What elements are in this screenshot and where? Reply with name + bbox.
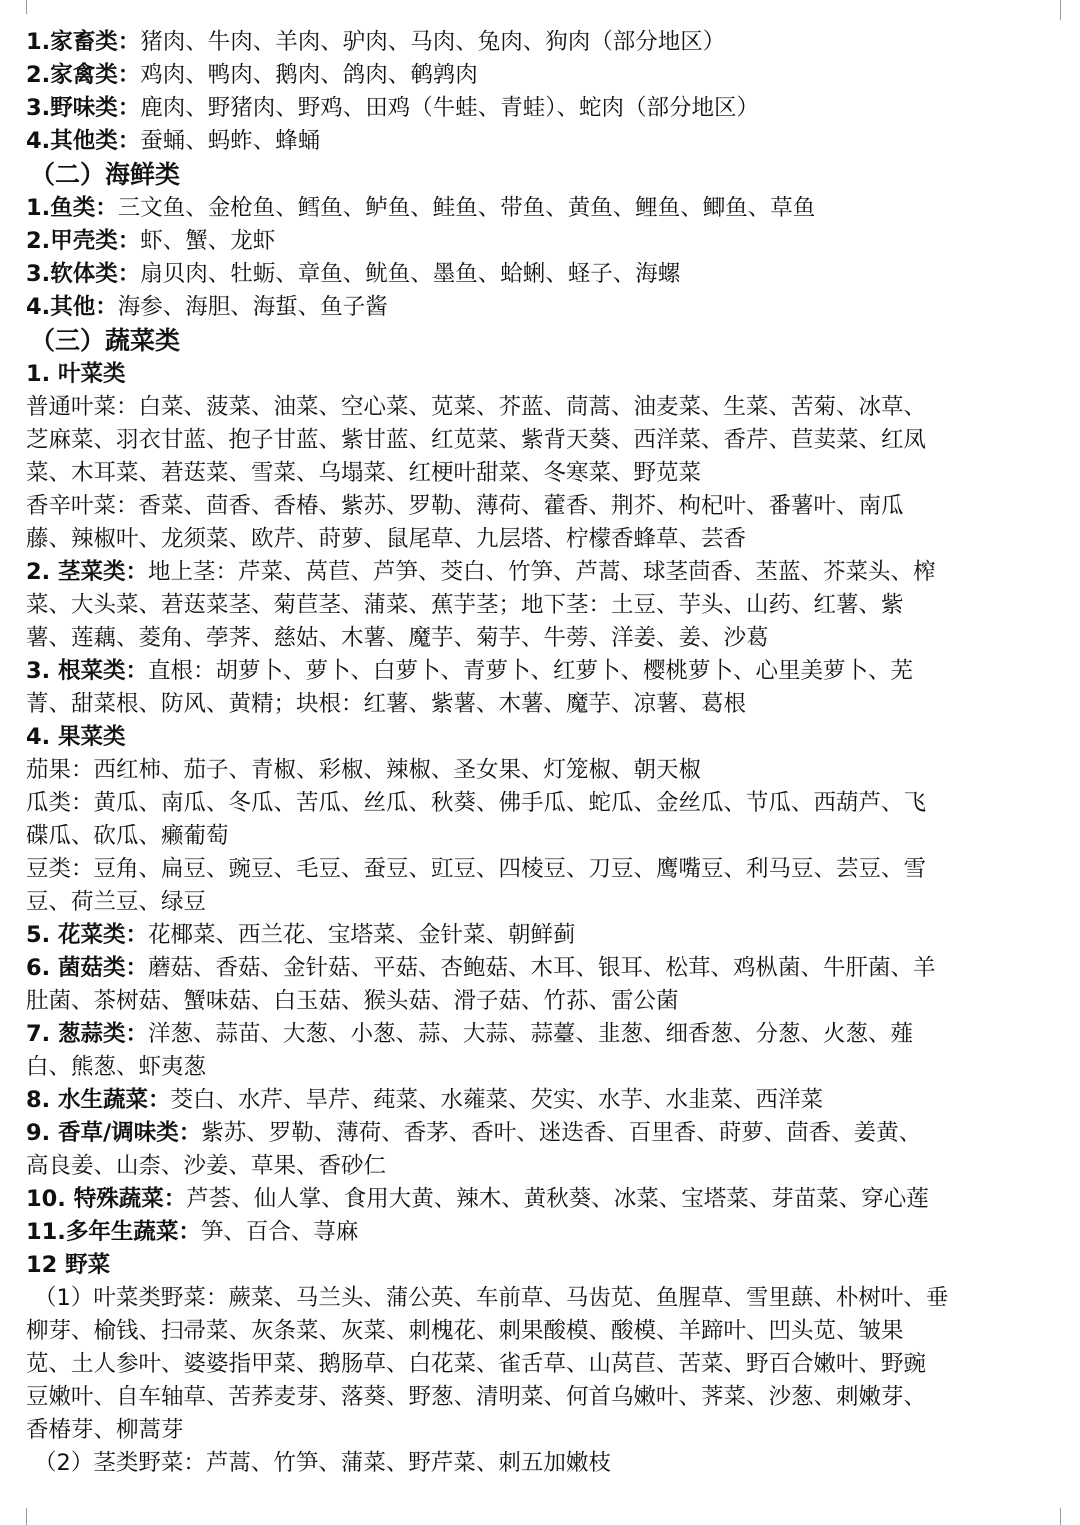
category-label: 4.其他类： [26, 128, 141, 154]
item-list: 扇贝肉、牡蛎、章鱼、鱿鱼、墨鱼、蛤蜊、蛏子、海螺 [140, 261, 681, 287]
crop-mark-bottom-left [26, 1508, 27, 1525]
item-list: 菜、木耳菜、莙荙菜、雪菜、乌塌菜、红梗叶甜菜、冬寒菜、野苋菜 [26, 460, 702, 486]
section-heading: （二）海鲜类 [30, 160, 181, 189]
item-list: 茭白、水芹、旱芹、莼菜、水蕹菜、芡实、水芋、水韭菜、西洋菜 [170, 1087, 824, 1113]
item-list: （1）叶菜类野菜：蕨菜、马兰头、蒲公英、车前草、马齿苋、鱼腥草、雪里蕻、朴树叶、垂 [34, 1285, 949, 1311]
text-line [26, 1183, 1060, 1216]
text-line [26, 192, 1060, 225]
item-list: 普通叶菜：白菜、菠菜、油菜、空心菜、苋菜、芥蓝、茼蒿、油麦菜、生菜、苦菊、冰草、 [26, 394, 927, 420]
category-label: 5. 花菜类： [26, 922, 149, 948]
text-line [26, 688, 1060, 721]
category-label: 2. 茎菜类： [26, 559, 149, 585]
text-line [26, 853, 1060, 886]
item-list: 三文鱼、金枪鱼、鳕鱼、鲈鱼、鲑鱼、带鱼、黄鱼、鲤鱼、鲫鱼、草鱼 [117, 195, 816, 221]
text-line [26, 358, 1060, 391]
text-line [26, 1249, 1060, 1282]
category-label: 4.其他： [26, 294, 118, 320]
category-label: 9. 香草/调味类： [26, 1120, 202, 1146]
item-list: 豆类：豆角、扁豆、豌豆、毛豆、蚕豆、豇豆、四棱豆、刀豆、鹰嘴豆、利马豆、芸豆、雪 [26, 856, 927, 882]
text-line [26, 59, 1060, 92]
text-line [26, 490, 1060, 523]
text-line [26, 523, 1060, 556]
category-label: 1.鱼类： [26, 195, 118, 221]
category-label: 2.甲壳类： [26, 228, 141, 254]
text-line [26, 1150, 1060, 1183]
item-list: 猪肉、牛肉、羊肉、驴肉、马肉、兔肉、狗肉（部分地区） [140, 29, 726, 55]
text-line [26, 1315, 1060, 1348]
item-list: 肚菌、茶树菇、蟹味菇、白玉菇、猴头菇、滑子菇、竹荪、雷公菌 [26, 988, 679, 1014]
item-list: 高良姜、山柰、沙姜、草果、香砂仁 [26, 1153, 387, 1179]
text-line [26, 92, 1060, 125]
item-list: 紫苏、罗勒、薄荷、香茅、香叶、迷迭香、百里香、莳萝、茴香、姜黄、 [201, 1120, 922, 1146]
item-list: 蘑菇、香菇、金针菇、平菇、杏鲍菇、木耳、银耳、松茸、鸡枞菌、牛肝菌、羊 [148, 955, 936, 981]
text-line [26, 125, 1060, 158]
category-label: 6. 菌菇类： [26, 955, 149, 981]
text-line [26, 1447, 1060, 1480]
item-list: 瓜类：黄瓜、南瓜、冬瓜、苦瓜、丝瓜、秋葵、佛手瓜、蛇瓜、金丝瓜、节瓜、西葫芦、飞 [26, 790, 927, 816]
item-list: 虾、蟹、龙虾 [140, 228, 276, 254]
text-line [26, 457, 1060, 490]
text-line [26, 225, 1060, 258]
item-list: 藤、辣椒叶、龙须菜、欧芹、莳萝、鼠尾草、九层塔、柠檬香蜂草、芸香 [26, 526, 747, 552]
section-heading: （三）蔬菜类 [30, 326, 181, 355]
item-list: 白、熊葱、虾夷葱 [26, 1054, 207, 1080]
text-line [26, 820, 1060, 853]
category-label: 3. 根菜类： [26, 658, 149, 684]
text-line [26, 1348, 1060, 1381]
text-line [26, 1117, 1060, 1150]
item-list: 菁、甜菜根、防风、黄精；块根：红薯、紫薯、木薯、魔芋、凉薯、葛根 [26, 691, 747, 717]
item-list: 洋葱、蒜苗、大葱、小葱、蒜、大蒜、蒜薹、韭葱、细香葱、分葱、火葱、薤 [148, 1021, 914, 1047]
category-label: 4. 果菜类 [26, 724, 126, 750]
category-label: 3.野味类： [26, 95, 141, 121]
text-line [26, 589, 1060, 622]
item-list: 香椿芽、柳蒿芽 [26, 1417, 184, 1443]
category-label: 7. 葱蒜类： [26, 1021, 149, 1047]
item-list: 薯、莲藕、菱角、荸荠、慈姑、木薯、魔芋、菊芋、牛蒡、洋姜、姜、沙葛 [26, 625, 769, 651]
category-label: 1. 叶菜类 [26, 361, 126, 387]
item-list: （2）茎类野菜：芦蒿、竹笋、蒲菜、野芹菜、刺五加嫩枝 [34, 1450, 611, 1476]
text-line [26, 1084, 1060, 1117]
crop-mark-bottom-right [1060, 1508, 1061, 1525]
item-list: 苋、土人参叶、婆婆指甲菜、鹅肠草、白花菜、雀舌草、山莴苣、苦菜、野百合嫩叶、野豌 [26, 1351, 927, 1377]
text-line [26, 1051, 1060, 1084]
text-line [26, 655, 1060, 688]
text-line [26, 1216, 1060, 1249]
text-line [26, 26, 1060, 59]
item-list: 笋、百合、荨麻 [200, 1219, 359, 1245]
item-list: 地上茎：芹菜、莴苣、芦笋、茭白、竹笋、芦蒿、球茎茴香、苤蓝、芥菜头、榨 [148, 559, 936, 585]
category-label: 10. 特殊蔬菜： [26, 1186, 187, 1212]
document-body [26, 26, 1060, 1480]
text-line [26, 952, 1060, 985]
text-line [26, 919, 1060, 952]
item-list: 直根：胡萝卜、萝卜、白萝卜、青萝卜、红萝卜、樱桃萝卜、心里美萝卜、芜 [148, 658, 914, 684]
item-list: 海参、海胆、海蜇、鱼子酱 [117, 294, 388, 320]
text-line [26, 1381, 1060, 1414]
item-list: 豆、荷兰豆、绿豆 [26, 889, 207, 915]
category-label: 1.家畜类： [26, 29, 141, 55]
crop-mark-top-left [26, 0, 27, 14]
item-list: 柳芽、榆钱、扫帚菜、灰条菜、灰菜、刺槐花、刺果酸模、酸模、羊蹄叶、凹头苋、皱果 [26, 1318, 904, 1344]
category-label: 8. 水生蔬菜： [26, 1087, 171, 1113]
category-label: 2.家禽类： [26, 62, 141, 88]
text-line [26, 886, 1060, 919]
item-list: 碟瓜、砍瓜、癞葡萄 [26, 823, 229, 849]
item-list: 鹿肉、野猪肉、野鸡、田鸡（牛蛙、青蛙）、蛇肉（部分地区） [140, 95, 759, 121]
item-list: 蚕蛹、蚂蚱、蜂蛹 [140, 128, 321, 154]
item-list: 茄果：西红柿、茄子、青椒、彩椒、辣椒、圣女果、灯笼椒、朝天椒 [26, 757, 702, 783]
text-line [26, 754, 1060, 787]
text-line [26, 291, 1060, 324]
crop-mark-top-right [1060, 0, 1061, 20]
item-list: 豆嫩叶、自车轴草、苦荞麦芽、落葵、野葱、清明菜、何首乌嫩叶、荠菜、沙葱、刺嫩芽、 [26, 1384, 927, 1410]
category-label: 3.软体类： [26, 261, 141, 287]
text-line [26, 721, 1060, 754]
text-line [26, 1282, 1060, 1315]
item-list: 花椰菜、西兰花、宝塔菜、金针菜、朝鲜蓟 [148, 922, 576, 948]
text-line [26, 424, 1060, 457]
text-line [26, 556, 1060, 589]
text-line [26, 1018, 1060, 1051]
text-line [26, 985, 1060, 1018]
category-label: 11.多年生蔬菜： [26, 1219, 201, 1245]
item-list: 菜、大头菜、莙荙菜茎、菊苣茎、蒲菜、蕉芋茎；地下茎：土豆、芋头、山药、红薯、紫 [26, 592, 904, 618]
item-list: 芝麻菜、羽衣甘蓝、抱子甘蓝、紫甘蓝、红苋菜、紫背天葵、西洋菜、香芹、苣荬菜、红凤 [26, 427, 927, 453]
item-list: 芦荟、仙人掌、食用大黄、辣木、黄秋葵、冰菜、宝塔菜、芽苗菜、穿心莲 [186, 1186, 929, 1212]
category-label: 12 野菜 [26, 1252, 111, 1278]
item-list: 香辛叶菜：香菜、茴香、香椿、紫苏、罗勒、薄荷、藿香、荆芥、枸杞叶、番薯叶、南瓜 [26, 493, 904, 519]
text-line [26, 622, 1060, 655]
text-line [26, 391, 1060, 424]
text-line [26, 258, 1060, 291]
text-line [26, 787, 1060, 820]
item-list: 鸡肉、鸭肉、鹅肉、鸽肉、鹌鹑肉 [140, 62, 478, 88]
text-line [26, 1414, 1060, 1447]
